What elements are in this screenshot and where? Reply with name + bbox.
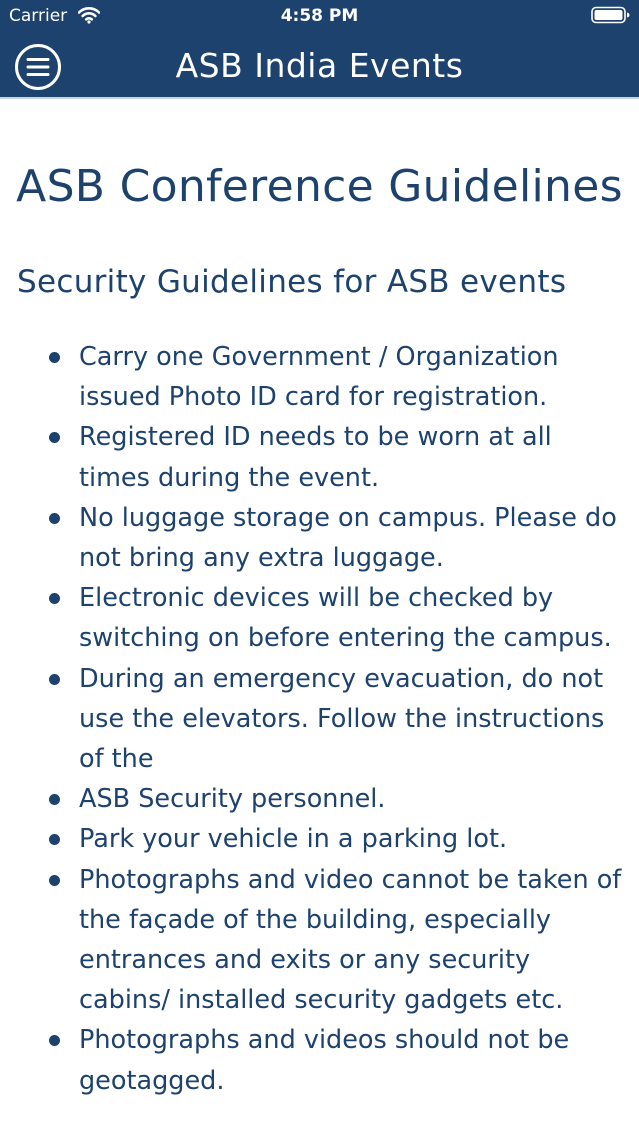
section-heading: Security Guidelines for ASB events <box>17 264 567 300</box>
guidelines-list <box>0 337 639 1101</box>
bullet-icon <box>49 674 60 685</box>
top-bar <box>0 0 639 97</box>
bullet-icon <box>49 352 60 363</box>
list-item <box>0 1020 639 1100</box>
bullet-icon <box>49 875 60 886</box>
content-area[interactable] <box>0 99 639 1136</box>
guideline-text: Carry one Government / Organization issued Photo ID card for registration. <box>79 342 559 413</box>
bullet-icon <box>49 834 60 845</box>
bullet-icon <box>49 1035 60 1046</box>
guideline-text: Photographs and video cannot be taken of the façade of the building, especially entrances and exits or any security cabins/ installed security gadgets etc. <box>79 864 622 1016</box>
list-item <box>0 498 639 578</box>
guideline-text: Photographs and videos should not be geotagged. <box>79 1025 570 1096</box>
page-title: ASB Conference Guidelines <box>16 161 623 212</box>
bullet-icon <box>49 593 60 604</box>
guideline-text: Park your vehicle in a parking lot. <box>79 824 508 855</box>
guideline-text: Registered ID needs to be worn at all times during the event. <box>79 422 552 493</box>
list-item <box>0 819 639 859</box>
battery-icon <box>591 6 631 24</box>
guideline-text: No luggage storage on campus. Please do not bring any extra luggage. <box>79 502 617 574</box>
guideline-text: ASB Security personnel. <box>79 784 386 815</box>
list-item <box>0 860 639 1021</box>
bullet-icon <box>49 432 60 443</box>
guideline-text: Electronic devices will be checked by switching on before entering the campus. <box>79 583 612 654</box>
list-item <box>0 417 639 497</box>
nav-title: ASB India Events <box>175 46 464 85</box>
bullet-icon <box>49 794 60 805</box>
status-time: 4:58 PM <box>280 6 359 26</box>
guideline-text: During an emergency evacuation, do not use the elevators. Follow the instructions of the <box>79 663 605 775</box>
carrier-label: Carrier <box>9 6 68 26</box>
list-item <box>0 779 639 819</box>
list-item <box>0 659 639 780</box>
list-item <box>0 337 639 417</box>
list-item <box>0 578 639 658</box>
bullet-icon <box>49 513 60 524</box>
